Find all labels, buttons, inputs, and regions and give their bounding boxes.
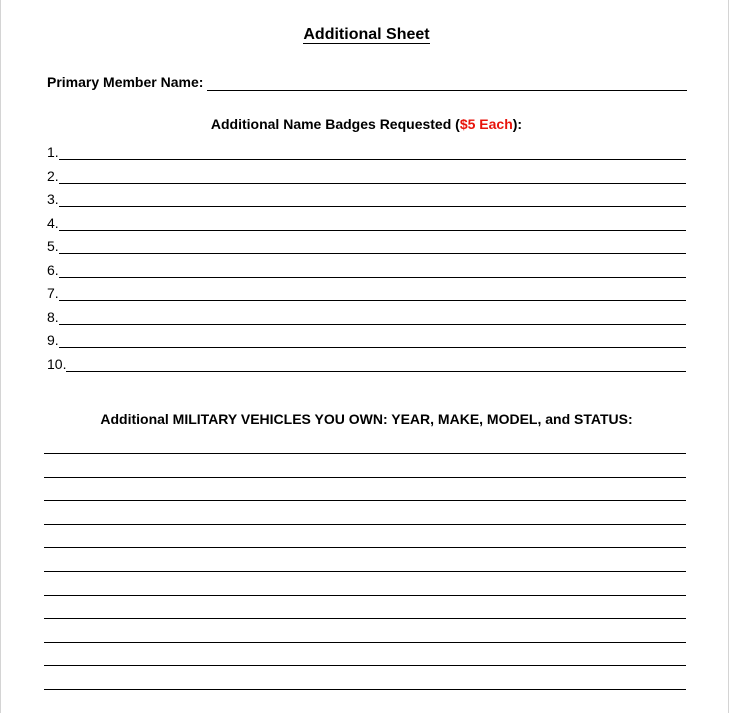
badges-heading-prefix: Additional Name Badges Requested ( [210,116,460,132]
primary-member-label: Primary Member Name: [47,74,204,90]
badge-number: 10. [47,355,67,372]
vehicle-entry-field[interactable] [44,453,686,454]
badges-price-label: $5 Each [459,116,513,132]
vehicles-heading: Additional MILITARY VEHICLES YOU OWN: YEAR, MAKE, MODEL, and STATUS: [100,411,633,427]
badge-number: 8. [47,308,59,325]
page-title-text: Additional Sheet [303,26,430,43]
badge-number: 1. [47,144,59,160]
badge-name-field[interactable] [66,357,686,372]
badge-name-field[interactable] [59,263,686,278]
badge-name-field[interactable] [59,169,686,184]
badges-heading [1,115,731,133]
vehicle-entry-field[interactable] [44,689,686,690]
badge-row [47,330,686,348]
badge-name-field[interactable] [59,192,686,207]
badge-row [47,283,686,301]
badge-row [47,354,686,372]
vehicle-entry-field[interactable] [44,665,686,666]
badge-row [47,307,686,325]
primary-member-row [47,71,687,91]
badges-heading-suffix: ): [512,116,523,132]
vehicle-entry-field[interactable] [44,618,686,619]
badge-name-field[interactable] [59,333,686,348]
badge-row [47,260,686,278]
badge-row [47,142,686,160]
vehicle-entry-field[interactable] [44,595,686,596]
badge-number: 4. [47,214,59,231]
badge-number: 7. [47,285,59,301]
vehicle-entry-field[interactable] [44,642,686,643]
vehicle-entry-field[interactable] [44,547,686,548]
vehicle-entry-field[interactable] [44,477,686,478]
primary-member-name-field[interactable] [207,74,687,91]
badge-name-field[interactable] [59,310,686,325]
badge-row [47,213,686,231]
badge-number: 2. [47,167,59,184]
vehicle-entry-field[interactable] [44,571,686,572]
badge-name-field[interactable] [59,239,686,254]
badge-number: 6. [47,261,59,278]
badge-name-field[interactable] [59,145,686,160]
page-title [1,24,731,46]
badge-number: 9. [47,332,59,348]
vehicle-entry-field[interactable] [44,500,686,501]
badge-row [47,236,686,254]
badge-number: 5. [47,238,59,254]
badge-row [47,189,686,207]
badge-name-field[interactable] [59,286,686,301]
badge-name-field[interactable] [59,216,686,231]
vehicle-entry-field[interactable] [44,524,686,525]
badge-number: 3. [47,191,59,207]
badge-row [47,166,686,184]
